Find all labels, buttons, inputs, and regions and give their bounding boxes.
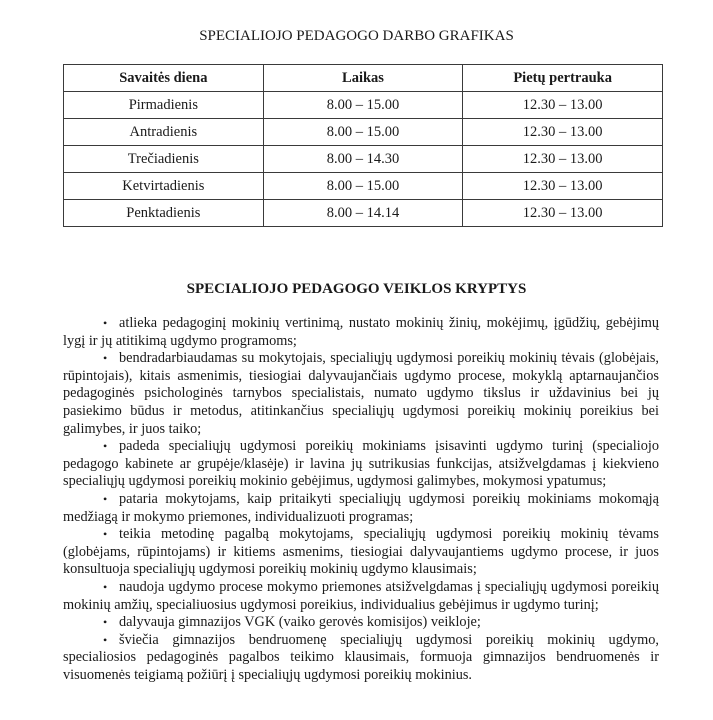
lunch-break-cell: 12.30 – 13.00 [463, 92, 663, 119]
list-item [63, 438, 659, 491]
table-row [64, 200, 663, 227]
hours-cell: 8.00 – 14.30 [263, 146, 463, 173]
work-schedule-table [63, 64, 663, 227]
bullet-icon: • [103, 439, 108, 454]
bullet-icon: • [103, 632, 108, 647]
list-item-text: teikia metodinę pagalbą mokytojams, specialiųjų ugdymosi poreikių mokinių tėvams (globėjams, rūpintojams) ir kitiems asmenims, tiesiogiai dalyvaujantiems ugdymo procese, ir juos konsultuoja specialiųjų ugdymosi poreikių mokinių ugdymo klausimais; [63, 526, 659, 578]
bullet-icon: • [103, 351, 108, 366]
bullet-icon: • [103, 491, 108, 506]
activities-section-title: SPECIALIOJO PEDAGOGO VEIKLOS KRYPTYS [186, 281, 527, 297]
activities-list [63, 315, 659, 684]
column-header-hours: Laikas [263, 65, 463, 92]
table-row [64, 173, 663, 200]
bullet-icon: • [103, 527, 108, 542]
hours-cell: 8.00 – 15.00 [263, 119, 463, 146]
document-title: SPECIALIOJO PEDAGOGO DARBO GRAFIKAS [199, 28, 514, 44]
list-item-text: šviečia gimnazijos bendruomenę specialiųjų ugdymosi poreikių mokinių ugdymo, specialiosios pedagoginės pagalbos teikimo klausimais, formuoja gimnazijos bendruomenės ir visuomenės teigiamą požiūrį į specialiųjų ugdymosi poreikių mokinius. [63, 631, 659, 683]
lunch-break-cell: 12.30 – 13.00 [463, 146, 663, 173]
bullet-icon: • [103, 615, 108, 630]
table-header-row [64, 65, 663, 92]
list-item [63, 315, 659, 350]
list-item-text: bendradarbiaudamas su mokytojais, specialiųjų ugdymosi poreikių mokinių tėvais (globėjais, rūpintojais), kitais asmenimis, tiesiogiai dalyvaujančiais ugdymo procese, mokyklą aptarnaujančios pedagoginės psichologinės tarnybos specialistais, numato ugdymo tikslus ir uždavinius bei jų pasiekimo būdus ir metodus, atitinkančius specialiųjų ugdymosi poreikių mokinių poreikius bei galimybes, ir juos taiko; [63, 350, 659, 437]
table-row [64, 92, 663, 119]
list-item [63, 350, 659, 438]
weekday-cell: Trečiadienis [64, 146, 264, 173]
column-header-weekday: Savaitės diena [64, 65, 264, 92]
list-item-text: dalyvauja gimnazijos VGK (vaiko gerovės komisijos) veikloje; [119, 614, 481, 631]
column-header-lunch-break: Pietų pertrauka [463, 65, 663, 92]
list-item [63, 614, 659, 632]
bullet-icon: • [103, 316, 108, 330]
list-item [63, 491, 659, 526]
lunch-break-cell: 12.30 – 13.00 [463, 119, 663, 146]
list-item-text: padeda specialiųjų ugdymosi poreikių mokiniams įsisavinti ugdymo turinį (specialiojo pedagogo kabinete ar grupėje/klasėje) ir lavina jų sutrikusias funkcijas, atsižvelgdamas į kiekvieno specialiųjų ugdymosi poreikių mokinio gebėjimus, ugdymosi galimybes, mokymosi ypatumus; [63, 438, 659, 490]
table-row [64, 119, 663, 146]
list-item-text: atlieka pedagoginį mokinių vertinimą, nustato mokinių žinių, mokėjimų, įgūdžių, gebėjimų lygį ir jų atitikimą ugdymo programoms; [63, 315, 659, 349]
list-item [63, 526, 659, 579]
list-item-text: pataria mokytojams, kaip pritaikyti specialiųjų ugdymosi poreikių mokiniams mokomąją medžiagą ir mokymo priemones, individualizuoti programas; [63, 490, 659, 525]
list-item [63, 579, 659, 614]
hours-cell: 8.00 – 15.00 [263, 92, 463, 119]
lunch-break-cell: 12.30 – 13.00 [463, 173, 663, 200]
weekday-cell: Pirmadienis [64, 92, 264, 119]
weekday-cell: Penktadienis [64, 200, 264, 227]
list-item-text: naudoja ugdymo procese mokymo priemones atsižvelgdamas į specialiųjų ugdymosi poreikių mokinių amžių, specialiuosius ugdymosi poreikius, individualius gebėjimus ir ugdymo turinį; [63, 578, 659, 613]
hours-cell: 8.00 – 15.00 [263, 173, 463, 200]
bullet-icon: • [103, 579, 108, 594]
hours-cell: 8.00 – 14.14 [263, 200, 463, 227]
weekday-cell: Ketvirtadienis [64, 173, 264, 200]
weekday-cell: Antradienis [64, 119, 264, 146]
lunch-break-cell: 12.30 – 13.00 [463, 200, 663, 227]
list-item [63, 632, 659, 685]
table-row [64, 146, 663, 173]
